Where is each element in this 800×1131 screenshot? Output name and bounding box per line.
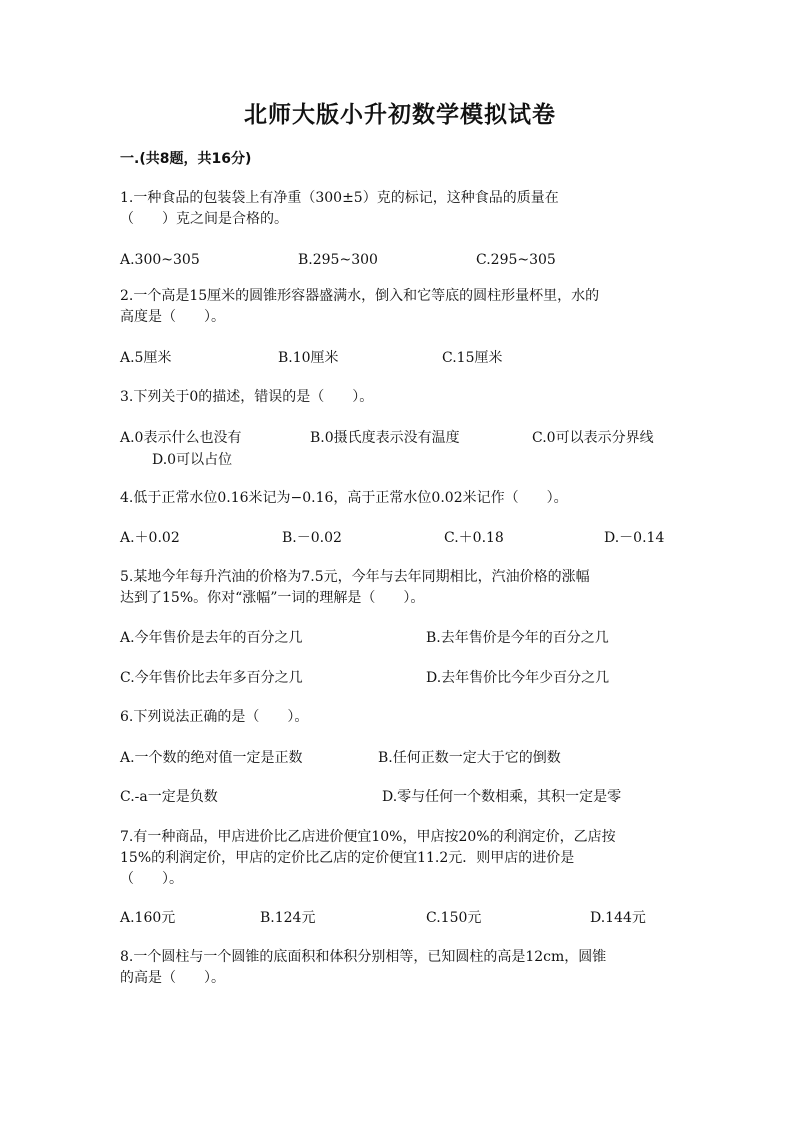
question-2-option-a: A.5厘米 — [120, 350, 172, 366]
question-4 — [120, 488, 680, 509]
question-1-option-a: A.300~305 — [120, 252, 200, 268]
question-2-option-b: B.10厘米 — [278, 350, 339, 366]
question-3-option-d: D.0可以占位 — [152, 452, 233, 468]
question-5-line-1: 5.某地今年每升汽油的价格为7.5元，今年与去年同期相比，汽油价格的涨幅 — [120, 569, 590, 585]
page-title: 北师大版小升初数学模拟试卷 — [244, 102, 556, 128]
question-7-line-2: 15%的利润定价，甲店的定价比乙店的定价便宜11.2元．则甲店的进价是 — [120, 850, 575, 866]
question-7-line-1: 7.有一种商品，甲店进价比乙店进价便宜10%，甲店按20%的利润定价，乙店按 — [120, 829, 616, 845]
question-6-option-c: C.-a一定是负数 — [120, 789, 218, 805]
question-2-option-c: C.15厘米 — [442, 350, 503, 366]
question-1-line-1: 1.一种食品的包装袋上有净重（300±5）克的标记，这种食品的质量在 — [120, 190, 559, 206]
question-1-option-c: C.295~305 — [476, 252, 556, 268]
question-7-option-d: D.144元 — [590, 910, 646, 926]
question-2-line-2: 高度是（ ）。 — [120, 309, 225, 325]
question-5-line-2: 达到了15%。你对“涨幅”一词的理解是（ ）。 — [120, 590, 425, 606]
question-4-option-d: D.－0.14 — [604, 530, 665, 546]
question-8 — [120, 947, 680, 989]
question-7-option-c: C.150元 — [426, 910, 482, 926]
question-7 — [120, 827, 680, 890]
question-4-option-b: B.－0.02 — [282, 530, 342, 546]
section-heading: 一.(共8题，共16分) — [120, 151, 252, 167]
question-4-line-1: 4.低于正常水位0.16米记为−0.16，高于正常水位0.02米记作（ ）。 — [120, 490, 568, 506]
question-7-option-a: A.160元 — [120, 910, 176, 926]
question-4-option-c: C.＋0.18 — [444, 530, 504, 546]
question-1-line-2: （ ）克之间是合格的。 — [120, 211, 288, 227]
question-5-option-a: A.今年售价是去年的百分之几 — [120, 630, 303, 646]
question-3-line-1: 3.下列关于0的描述，错误的是（ ）。 — [120, 389, 374, 405]
question-5-option-d: D.去年售价比今年少百分之几 — [426, 670, 610, 686]
question-2-line-1: 2.一个高是15厘米的圆锥形容器盛满水，倒入和它等底的圆柱形量杯里，水的 — [120, 288, 600, 304]
question-6 — [120, 707, 680, 728]
question-5-option-b: B.去年售价是今年的百分之几 — [426, 630, 609, 646]
question-3-option-a: A.0表示什么也没有 — [120, 430, 242, 446]
question-3 — [120, 387, 680, 408]
question-6-option-d: D.零与任何一个数相乘，其积一定是零 — [382, 789, 622, 805]
question-6-line-1: 6.下列说法正确的是（ ）。 — [120, 709, 309, 725]
question-3-option-b: B.0摄氏度表示没有温度 — [310, 430, 460, 446]
question-1 — [120, 188, 680, 230]
question-6-option-b: B.任何正数一定大于它的倒数 — [378, 750, 561, 766]
question-5 — [120, 567, 680, 609]
question-7-option-b: B.124元 — [260, 910, 316, 926]
question-2 — [120, 286, 680, 328]
question-5-option-c: C.今年售价比去年多百分之几 — [120, 670, 303, 686]
question-8-line-1: 8.一个圆柱与一个圆锥的底面积和体积分别相等，已知圆柱的高是12cm，圆锥 — [120, 949, 607, 965]
question-8-line-2: 的高是（ ）。 — [120, 970, 225, 986]
question-3-option-c: C.0可以表示分界线 — [532, 430, 654, 446]
question-4-option-a: A.＋0.02 — [120, 530, 180, 546]
question-6-option-a: A.一个数的绝对值一定是正数 — [120, 750, 303, 766]
question-7-line-3: （ ）。 — [120, 871, 183, 887]
question-1-option-b: B.295~300 — [298, 252, 378, 268]
